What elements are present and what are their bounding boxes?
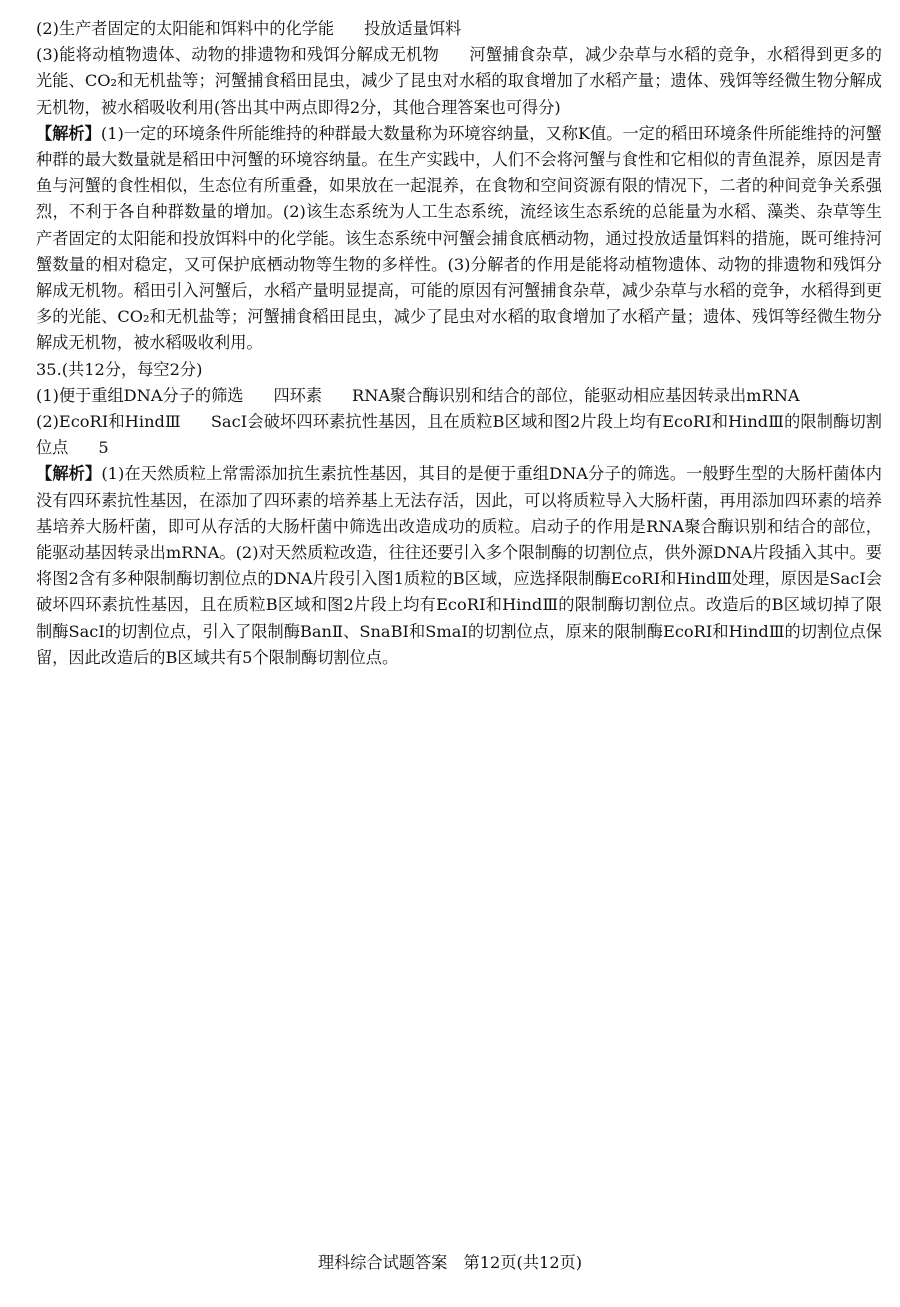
q35-header: 35.(共12分，每空2分) bbox=[36, 359, 203, 379]
q35-answer-1-part1: (1)便于重组DNA分子的筛选 bbox=[36, 385, 244, 405]
q34-answer-3-part2: 河蟹捕食杂草，减少杂草与水稻的竞争，水稻得到更多的光能、CO₂和无机盐等；河蟹捕食稻田昆虫，减少了昆虫对水稻的取食增加了水稻产量；遗体、残饵等经微生物分解成无机物，被水稻吸收利用(答出其中两点即得2分，其他合理答案也可得分) bbox=[36, 45, 882, 117]
q34-answer-2 bbox=[36, 16, 882, 42]
q35-answer-1 bbox=[36, 383, 882, 409]
q34-answer-2-part1: (2)生产者固定的太阳能和饵料中的化学能 bbox=[36, 19, 335, 38]
q35-answer-1-part3: RNA聚合酶识别和结合的部位，能驱动相应基因转录出mRNA bbox=[352, 385, 800, 405]
analysis-tag: 【解析】 bbox=[36, 123, 101, 143]
q35-analysis-body: (1)在天然质粒上常需添加抗生素抗性基因，其目的是便于重组DNA分子的筛选。一般野生型的大肠杆菌体内没有四环素抗性基因，在添加了四环素的培养基上无法存活，因此，可以将质粒导入大肠杆菌，再用添加四环素的培养基培养大肠杆菌，即可从存活的大肠杆菌中筛选出改造成功的质粒。启动子的作用是RNA聚合酶识别和结合的部位，能驱动基因转录出mRNA。(2)对天然质粒改造，往往还要引入多个限制酶的切割位点，供外源DNA片段插入其中。要将图2含有多种限制酶切割位点的DNA片段引入图1质粒的B区域，应选择限制酶EcoRⅠ和HindⅢ处理，原因是SacⅠ会破坏四环素抗性基因，且在质粒B区域和图2片段上均有EcoRⅠ和HindⅢ的限制酶切割位点。改造后的B区域切掉了限制酶SacⅠ的切割位点，引入了限制酶BanⅡ、SnaBⅠ和SmaⅠ的切割位点，原来的限制酶EcoRⅠ和HindⅢ的切割位点保留，因此改造后的B区域共有5个限制酶切割位点。 bbox=[36, 464, 882, 667]
analysis-tag: 【解析】 bbox=[36, 464, 102, 484]
q35-answer-1-part2: 四环素 bbox=[273, 385, 323, 405]
q35-answer-2 bbox=[36, 409, 882, 461]
q34-analysis-body: (1)一定的环境条件所能维持的种群最大数量称为环境容纳量，又称K值。一定的稻田环境条件所能维持的河蟹种群的最大数量就是稻田中河蟹的环境容纳量。在生产实践中，人们不会将河蟹与食性和它相似的青鱼混养，原因是青鱼与河蟹的食性相似，生态位有所重叠，如果放在一起混养，在食物和空间资源有限的情况下，二者的种间竞争关系强烈，不利于各自种群数量的增加。(2)该生态系统为人工生态系统，流经该生态系统的总能量为水稻、藻类、杂草等生产者固定的太阳能和投放饵料中的化学能。该生态系统中河蟹会捕食底栖动物，通过投放适量饵料的措施，既可维持河蟹数量的相对稳定，又可保护底栖动物等生物的多样性。(3)分解者的作用是能将动植物遗体、动物的排遗物和残饵分解成无机物。稻田引入河蟹后，水稻产量明显提高，可能的原因有河蟹捕食杂草，减少杂草与水稻的竞争，水稻得到更多的光能、CO₂和无机盐等；河蟹捕食稻田昆虫，减少了昆虫对水稻的取食增加了水稻产量；遗体、残饵等经微生物分解成无机物，被水稻吸收利用。 bbox=[36, 123, 882, 353]
q35-analysis bbox=[36, 461, 882, 671]
q34-answer-3 bbox=[36, 42, 882, 121]
q34-answer-2-part2: 投放适量饵料 bbox=[364, 19, 462, 38]
q34-analysis bbox=[36, 121, 882, 357]
page-footer: 理科综合试题答案 第12页(共12页) bbox=[317, 1253, 583, 1272]
q35-answer-2-part2: SacⅠ会破坏四环素抗性基因，且在质粒B区域和图2片段上均有EcoRⅠ和HindⅢ的限制酶切割位点 bbox=[36, 412, 882, 458]
answer-text bbox=[36, 16, 882, 671]
q35-answer-2-part3: 5 bbox=[98, 438, 109, 458]
q34-answer-3-part1: (3)能将动植物遗体、动物的排遗物和残饵分解成无机物 bbox=[36, 45, 440, 65]
q35-answer-2-part1: (2)EcoRⅠ和HindⅢ bbox=[36, 412, 181, 432]
